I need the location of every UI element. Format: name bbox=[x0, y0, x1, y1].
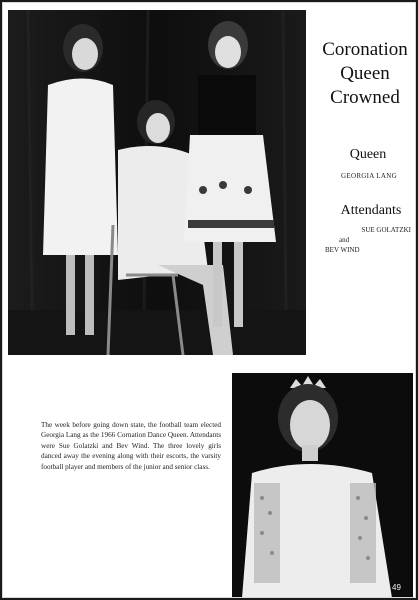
attendant-name-2: BEV WIND bbox=[325, 246, 360, 254]
group-photo bbox=[8, 10, 306, 355]
headline-line-1: Coronation bbox=[322, 39, 408, 60]
yearbook-page bbox=[2, 2, 416, 598]
queen-portrait-image bbox=[232, 373, 413, 598]
queen-name: GEORGIA LANG bbox=[341, 172, 397, 180]
attendants-heading: Attendants bbox=[340, 203, 402, 218]
headline-line-2: Queen bbox=[340, 63, 390, 84]
queen-portrait-photo bbox=[232, 373, 413, 598]
headline-line-3: Crowned bbox=[330, 87, 400, 108]
attendant-name-1: SUE GOLATZKI bbox=[361, 226, 411, 234]
attendant-list bbox=[325, 225, 415, 255]
page-number: 49 bbox=[392, 583, 401, 592]
queen-heading: Queen bbox=[349, 147, 387, 162]
group-photo-image bbox=[8, 10, 306, 355]
caption-paragraph: The week before going down state, the football team elected Georgia Lang as the 1966 Cornation Dance Queen. Attendants were Sue Golatzki and Bev Wind. The three lovely girls danced away the evening along with their escorts, the varsity football player and members of the junior and senior class. bbox=[41, 421, 221, 471]
attendant-conjunction: and bbox=[339, 236, 350, 244]
headline bbox=[315, 38, 415, 110]
